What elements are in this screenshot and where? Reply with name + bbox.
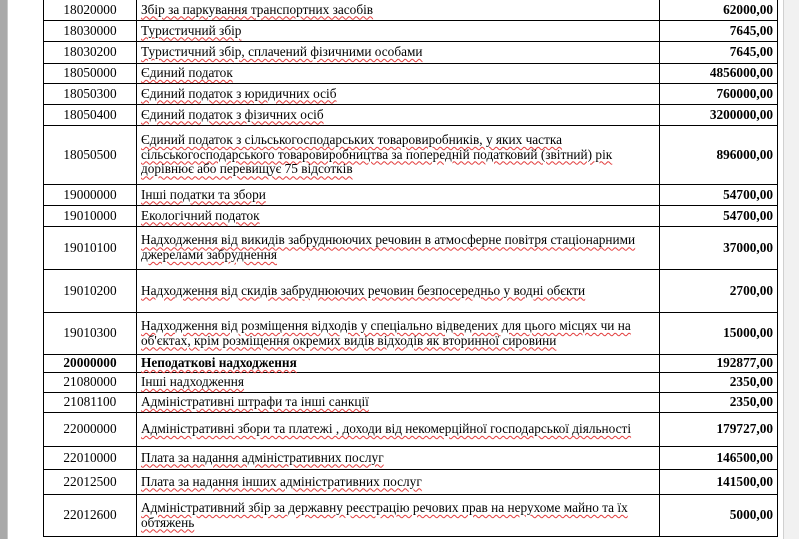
amount-cell: 3200000,00: [660, 105, 778, 126]
revenue-name-text: Єдиний податок з юридичних осіб: [141, 85, 337, 101]
revenue-name-cell: [137, 42, 660, 64]
revenue-name-text: Єдиний податок з сільськогосподарських товаровиробників, у яких частка сільськогосподарського товаровиробництва за попередній податковий (звітний) рік дорівнює або перевищує 75 відсотків: [141, 132, 613, 177]
revenue-name-text: Туристичний збір: [141, 22, 242, 38]
amount-cell: 7645,00: [660, 21, 778, 42]
amount-cell: 2350,00: [660, 373, 778, 393]
table-row: [44, 270, 778, 313]
amount-cell: 141500,00: [660, 470, 778, 495]
amount-cell: 179727,00: [660, 413, 778, 447]
table-row: [44, 313, 778, 355]
amount-cell: 896000,00: [660, 126, 778, 185]
table-row: [44, 42, 778, 64]
revenue-name-cell: [137, 64, 660, 84]
budget-code-cell: 21081100: [44, 393, 137, 413]
revenue-name-cell: [137, 313, 660, 355]
table-row: [44, 21, 778, 42]
table-row: [44, 84, 778, 105]
revenue-name-text: Надходження від розміщення відходів у спеціально відведених для цього місцях чи на об'єктах, крім розміщення окремих видів відходів як вторинної сировини: [141, 317, 631, 348]
revenue-name-cell: [137, 393, 660, 413]
budget-code-cell: 18050300: [44, 84, 137, 105]
table-row: [44, 185, 778, 206]
budget-code-cell: 18030000: [44, 21, 137, 42]
revenue-name-cell: [137, 470, 660, 495]
revenue-name-cell: [137, 126, 660, 185]
revenue-name-cell: [137, 84, 660, 105]
budget-code-cell: 22010000: [44, 447, 137, 470]
budget-code-cell: 21080000: [44, 373, 137, 393]
vertical-scrollbar[interactable]: [783, 0, 799, 539]
table-row: [44, 105, 778, 126]
revenue-name-text: Інші податки та збори: [141, 186, 266, 202]
table-row: [44, 126, 778, 185]
revenue-name-text: Неподаткові надходження: [141, 355, 297, 371]
amount-cell: 146500,00: [660, 447, 778, 470]
table-row: [44, 447, 778, 470]
budget-revenue-table: [43, 0, 778, 537]
amount-cell: 2350,00: [660, 393, 778, 413]
budget-code-cell: 22012600: [44, 495, 137, 537]
revenue-name-cell: [137, 447, 660, 470]
table-row: [44, 373, 778, 393]
revenue-name-text: Адміністративний збір за державну реєстрацію речових прав на нерухоме майно та їх обтяжень: [141, 499, 628, 530]
revenue-name-text: Надходження від скидів забруднюючих речовин безпосередньо у водні обєкти: [141, 282, 586, 298]
revenue-name-cell: [137, 373, 660, 393]
budget-code-cell: 19010300: [44, 313, 137, 355]
revenue-name-cell: [137, 413, 660, 447]
revenue-name-cell: [137, 105, 660, 126]
revenue-name-text: Туристичний збір, сплачений фізичними особами: [141, 44, 423, 60]
revenue-name-cell: [137, 206, 660, 227]
amount-cell: 192877,00: [660, 355, 778, 373]
revenue-name-cell: [137, 355, 660, 373]
budget-code-cell: 19010100: [44, 227, 137, 270]
table-row: [44, 470, 778, 495]
amount-cell: 15000,00: [660, 313, 778, 355]
revenue-name-text: Плата за надання адміністративних послуг: [141, 449, 384, 465]
table-row: [44, 206, 778, 227]
budget-code-cell: 18050000: [44, 64, 137, 84]
table-row: [44, 227, 778, 270]
budget-code-cell: 19010200: [44, 270, 137, 313]
budget-code-cell: 18050500: [44, 126, 137, 185]
revenue-name-cell: [137, 227, 660, 270]
amount-cell: 7645,00: [660, 42, 778, 64]
budget-code-cell: 22012500: [44, 470, 137, 495]
revenue-name-text: Єдиний податок: [141, 65, 233, 81]
budget-code-cell: 19010000: [44, 206, 137, 227]
revenue-name-text: Надходження від викидів забруднюючих речовин в атмосферне повітря стаціонарними джерелами забруднення: [141, 232, 636, 262]
table-row: [44, 495, 778, 537]
revenue-name-text: Адміністративні збори та платежі , доходи від некомерційної господарської діяльності: [141, 421, 632, 437]
table-row: [44, 393, 778, 413]
revenue-name-text: Збір за паркування транспортних засобів: [141, 1, 374, 17]
amount-cell: 5000,00: [660, 495, 778, 537]
revenue-name-text: Плата за надання інших адміністративних послуг: [141, 473, 422, 489]
budget-code-cell: 19000000: [44, 185, 137, 206]
revenue-name-cell: [137, 495, 660, 537]
table-row: [44, 0, 778, 21]
page-margin-left: [0, 0, 8, 539]
budget-code-cell: 18020000: [44, 0, 137, 21]
revenue-name-cell: [137, 185, 660, 206]
revenue-name-text: Адміністративні штрафи та інші санкції: [141, 394, 369, 410]
table-row: [44, 355, 778, 373]
revenue-name-cell: [137, 21, 660, 42]
table-row: [44, 413, 778, 447]
table-row: [44, 64, 778, 84]
budget-code-cell: 20000000: [44, 355, 137, 373]
revenue-name-cell: [137, 0, 660, 21]
amount-cell: 37000,00: [660, 227, 778, 270]
amount-cell: 2700,00: [660, 270, 778, 313]
revenue-name-text: Екологічний податок: [141, 207, 260, 223]
budget-code-cell: 22000000: [44, 413, 137, 447]
amount-cell: 54700,00: [660, 185, 778, 206]
amount-cell: 54700,00: [660, 206, 778, 227]
amount-cell: 760000,00: [660, 84, 778, 105]
revenue-name-text: Інші надходження: [141, 374, 245, 390]
amount-cell: 62000,00: [660, 0, 778, 21]
budget-code-cell: 18050400: [44, 105, 137, 126]
revenue-name-text: Єдиний податок з фізичних осіб: [141, 106, 324, 122]
revenue-name-cell: [137, 270, 660, 313]
amount-cell: 4856000,00: [660, 64, 778, 84]
budget-code-cell: 18030200: [44, 42, 137, 64]
